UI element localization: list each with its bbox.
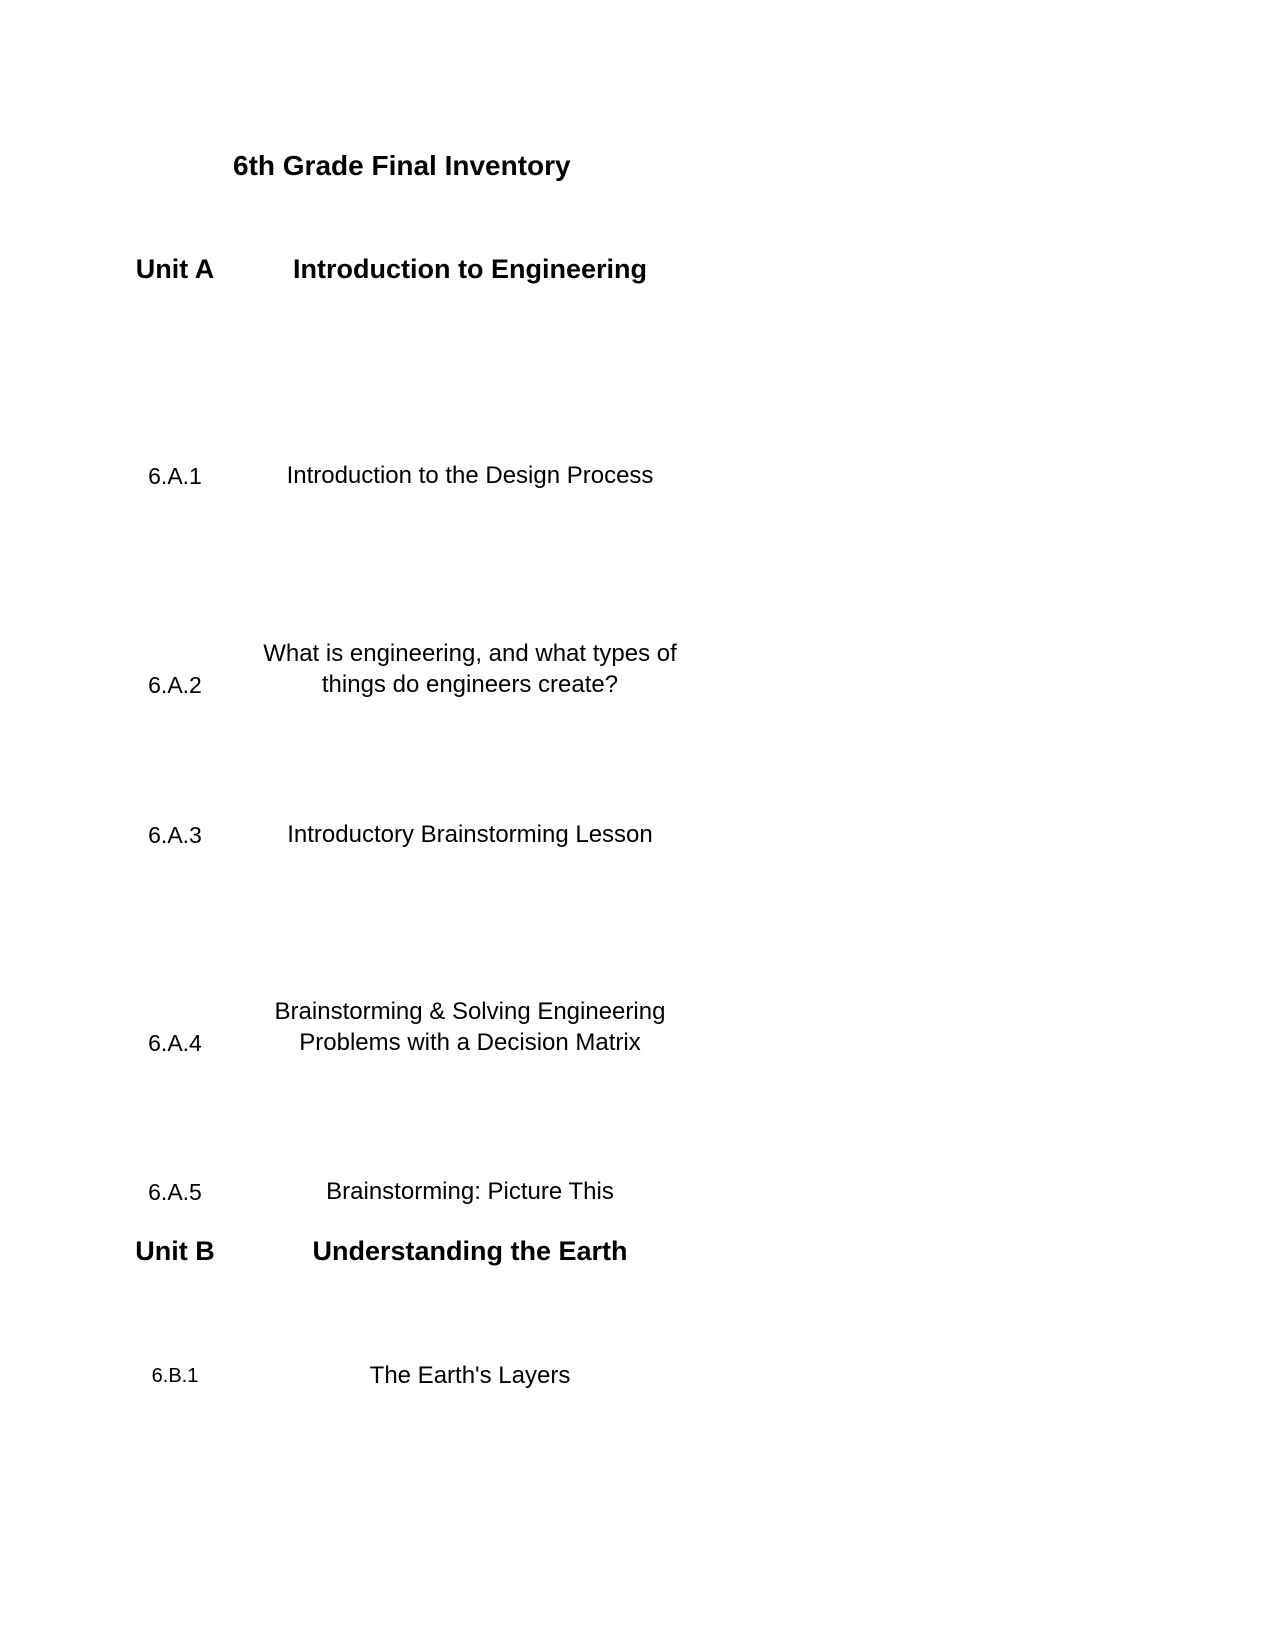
lesson-name-6a5 [250, 1176, 690, 1207]
lesson-name-line: Introduction to the Design Process [286, 462, 654, 489]
lesson-code-6b1: 6.B.1 [151, 1365, 199, 1387]
lesson-name-6b1 [250, 1360, 690, 1391]
unit-a-name: Introduction to Engineering [293, 254, 647, 284]
lesson-code-6a3: 6.A.3 [148, 822, 202, 848]
lesson-code-6a2: 6.A.2 [148, 672, 202, 698]
lesson-name-6a2 [250, 638, 690, 700]
unit-b-code: Unit B [135, 1236, 215, 1266]
lesson-name-line: Brainstorming & Solving Engineering [274, 998, 666, 1025]
lesson-name-6a4 [250, 996, 690, 1058]
unit-a-code: Unit A [135, 254, 215, 284]
lesson-code-6a5: 6.A.5 [148, 1179, 202, 1205]
lesson-name-line: What is engineering, and what types of [263, 640, 677, 667]
lesson-name-6a1 [250, 460, 690, 491]
lesson-code-6a4: 6.A.4 [148, 1030, 202, 1056]
lesson-code-6a1: 6.A.1 [148, 463, 202, 489]
document-title: 6th Grade Final Inventory [233, 150, 571, 181]
lesson-name-line: things do engineers create? [321, 671, 619, 698]
lesson-name-line: Problems with a Decision Matrix [299, 1029, 641, 1056]
lesson-name-line: Brainstorming: Picture This [326, 1178, 614, 1205]
lesson-name-6a3 [250, 819, 690, 850]
lesson-name-line: Introductory Brainstorming Lesson [287, 821, 653, 848]
unit-b-name: Understanding the Earth [312, 1236, 628, 1266]
lesson-name-line: The Earth's Layers [369, 1362, 571, 1389]
